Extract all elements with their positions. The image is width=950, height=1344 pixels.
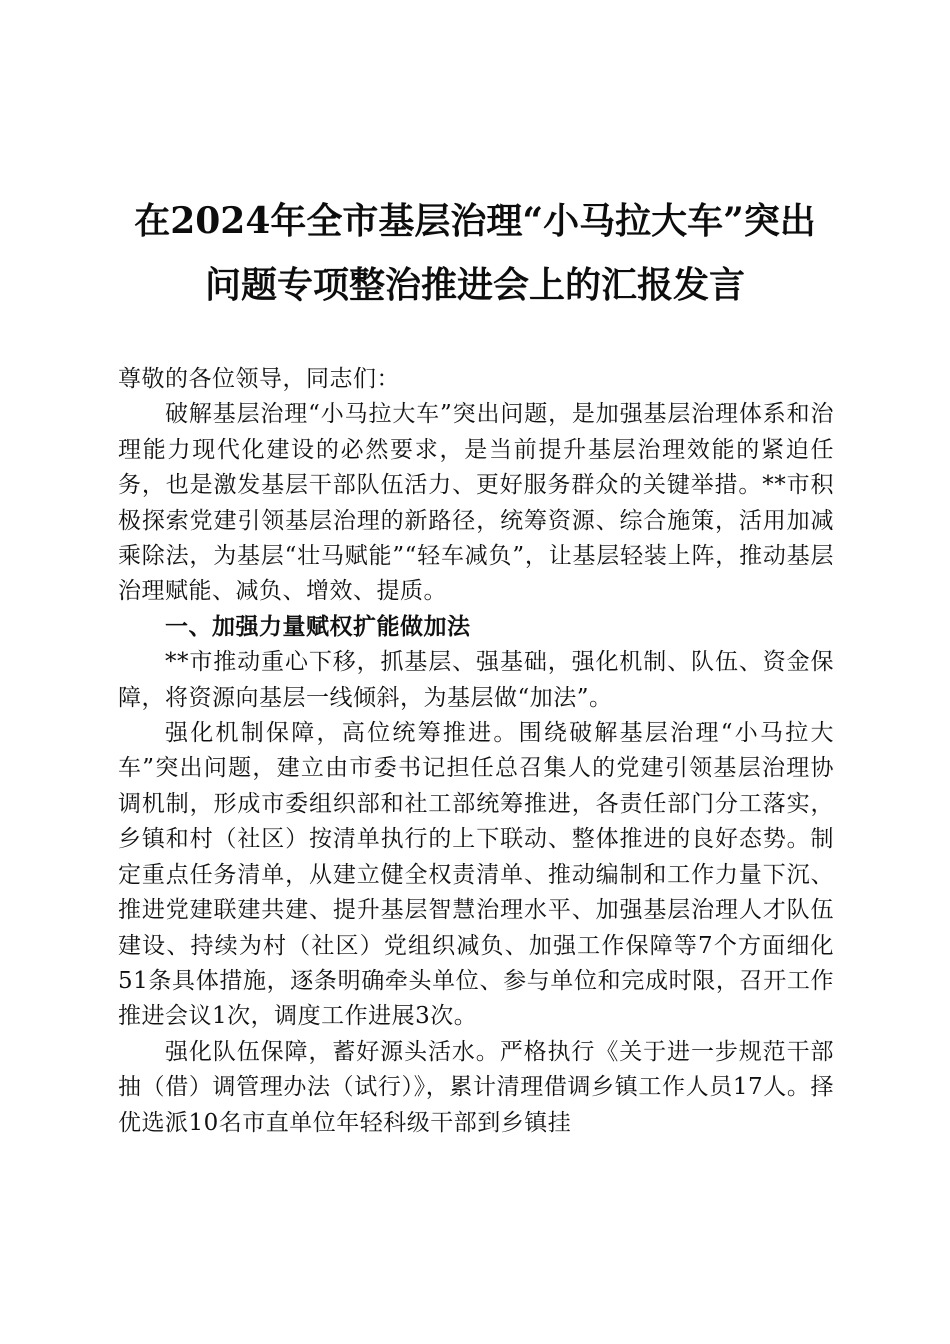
document-title-line-1: 在2024年全市基层治理“小马拉大车”突出 [134, 200, 816, 242]
document-title-line-2: 问题专项整治推进会上的汇报发言 [204, 264, 745, 306]
document-body [118, 362, 834, 1141]
salutation: 尊敬的各位领导，同志们： [118, 366, 400, 392]
section-heading-1: 一、加强力量赋权扩能做加法 [165, 613, 471, 640]
section-1-intro-paragraph: **市推动重心下移，抓基层、强基础，强化机制、队伍、资金保障，将资源向基层一线倾斜，为基层做“加法”。 [118, 649, 834, 711]
section-1-paragraph-team: 强化队伍保障，蓄好源头活水。严格执行《关于进一步规范干部抽（借）调管理办法（试行）》，累计清理借调乡镇工作人员17人。择优选派10名市直单位年轻科级干部到乡镇挂 [118, 1038, 834, 1136]
intro-paragraph: 破解基层治理“小马拉大车”突出问题，是加强基层治理体系和治理能力现代化建设的必然要求，是当前提升基层治理效能的紧迫任务，也是激发基层干部队伍活力、更好服务群众的关键举措。**市积极探索党建引领基层治理的新路径，统筹资源、综合施策，活用加减乘除法，为基层“壮马赋能”“轻车减负”，让基层轻装上阵，推动基层治理赋能、减负、增效、提质。 [118, 401, 834, 605]
section-1-paragraph-mechanism: 强化机制保障，高位统筹推进。围绕破解基层治理“小马拉大车”突出问题，建立由市委书记担任总召集人的党建引领基层治理协调机制，形成市委组织部和社工部统筹推进，各责任部门分工落实，乡镇和村（社区）按清单执行的上下联动、整体推进的良好态势。制定重点任务清单，从建立健全权责清单、推动编制和工作力量下沉、推进党建联建共建、提升基层智慧治理水平、加强基层治理人才队伍建设、持续为村（社区）党组织减负、加强工作保障等7个方面细化51条具体措施，逐条明确牵头单位、参与单位和完成时限，召开工作推进会议1次，调度工作进展3次。 [118, 720, 834, 1030]
